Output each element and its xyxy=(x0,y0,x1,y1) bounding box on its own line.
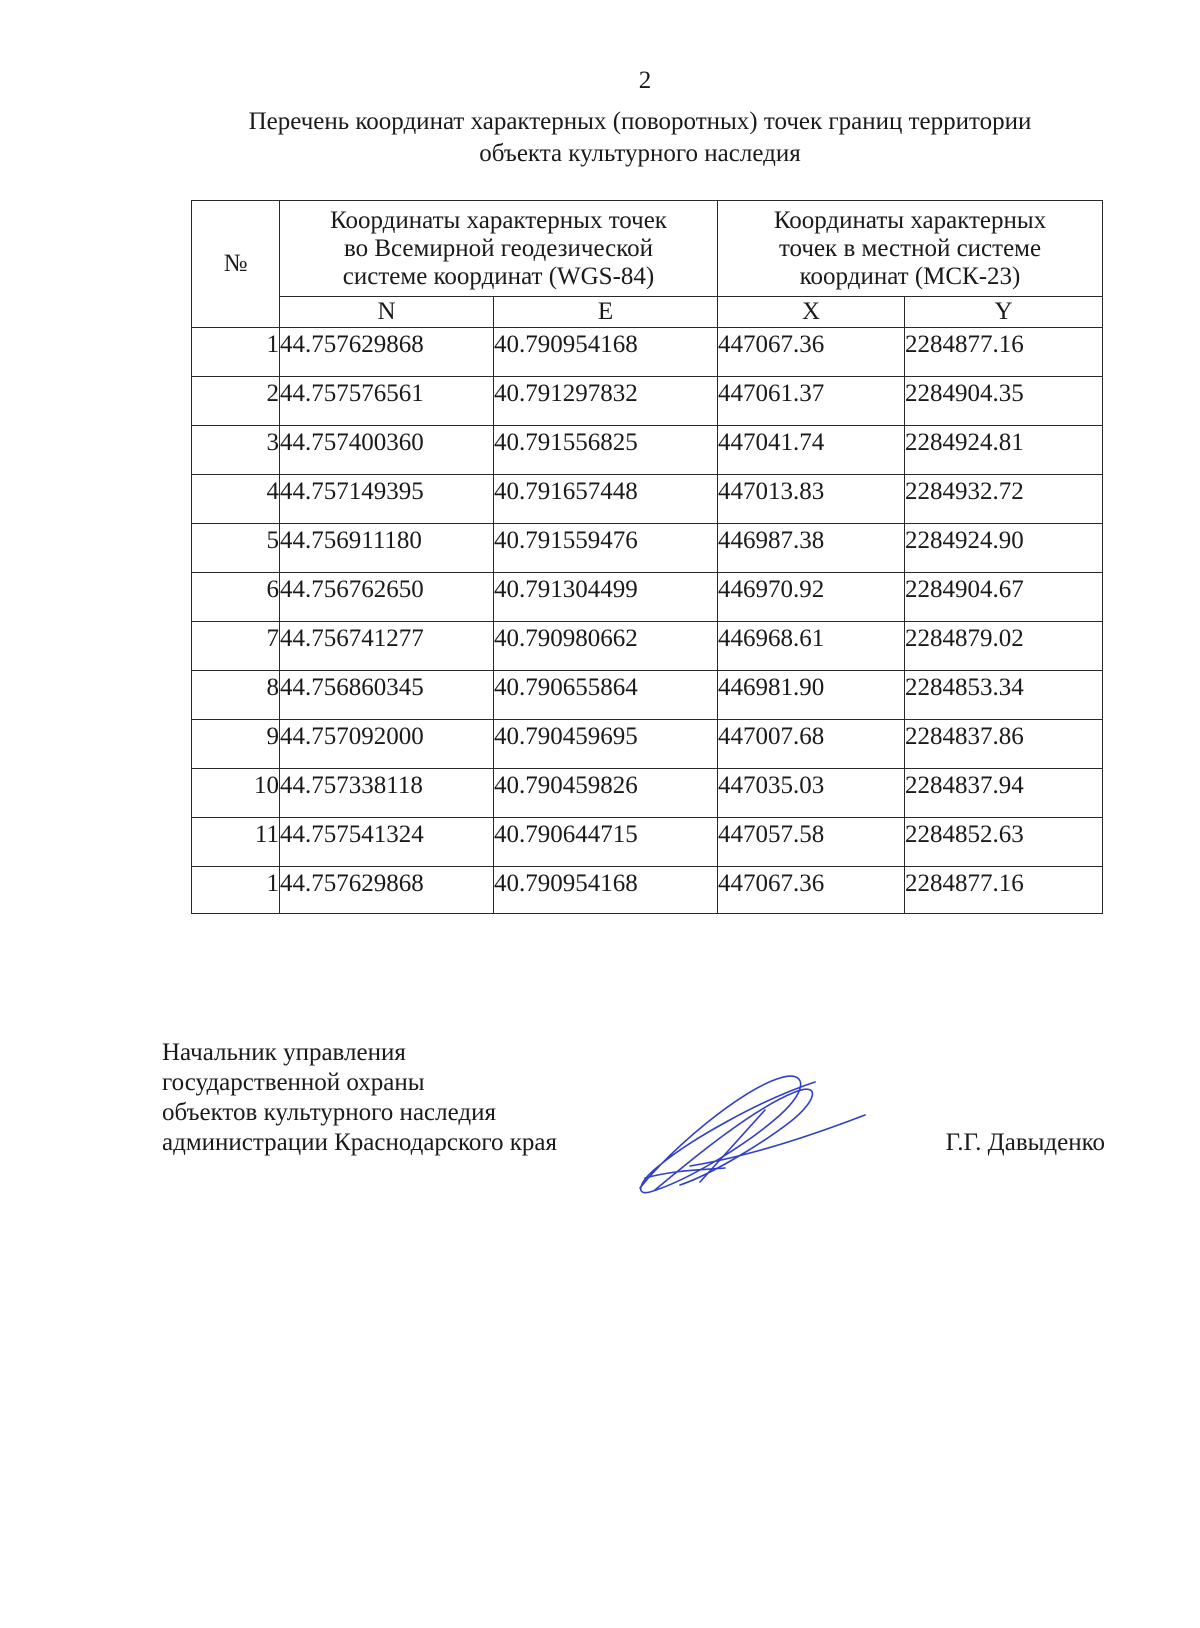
cell-x: 447057.58 xyxy=(718,818,905,867)
signer-position-line-4: администрации Краснодарского края xyxy=(162,1129,558,1156)
table-row xyxy=(192,573,1103,622)
coordinates-table xyxy=(191,200,1103,914)
cell-y: 2284837.86 xyxy=(905,720,1103,769)
header-wgs84-line-2: во Всемирной геодезической xyxy=(343,234,654,262)
cell-number: 1 xyxy=(192,328,280,377)
cell-x: 446981.90 xyxy=(718,671,905,720)
header-wgs84-group xyxy=(280,201,718,297)
table-row xyxy=(192,867,1103,914)
cell-number: 6 xyxy=(192,573,280,622)
cell-n: 44.756911180 xyxy=(280,524,494,573)
header-x: X xyxy=(718,297,905,328)
cell-y: 2284877.16 xyxy=(905,867,1103,914)
cell-x: 446970.92 xyxy=(718,573,905,622)
cell-n: 44.757092000 xyxy=(280,720,494,769)
page-number: 2 xyxy=(638,67,652,94)
cell-number: 10 xyxy=(192,769,280,818)
table-subheader-row xyxy=(192,297,1103,328)
cell-x: 446987.38 xyxy=(718,524,905,573)
cell-y: 2284904.35 xyxy=(905,377,1103,426)
cell-x: 447067.36 xyxy=(718,867,905,914)
cell-e: 40.791559476 xyxy=(494,524,718,573)
cell-n: 44.756860345 xyxy=(280,671,494,720)
cell-number: 4 xyxy=(192,475,280,524)
cell-number: 8 xyxy=(192,671,280,720)
handwritten-signature xyxy=(630,1070,870,1200)
signer-position-line-1: Начальник управления xyxy=(162,1039,406,1066)
cell-e: 40.791304499 xyxy=(494,573,718,622)
header-wgs84-line-3: системе координат (WGS-84) xyxy=(342,262,655,290)
cell-e: 40.790980662 xyxy=(494,622,718,671)
cell-y: 2284852.63 xyxy=(905,818,1103,867)
header-number: № xyxy=(192,201,280,328)
cell-y: 2284924.90 xyxy=(905,524,1103,573)
header-msk23-group xyxy=(718,201,1103,297)
cell-n: 44.757629868 xyxy=(280,328,494,377)
table-row xyxy=(192,720,1103,769)
document-title-line-2: объекта культурного наследия xyxy=(479,140,801,167)
cell-e: 40.791556825 xyxy=(494,426,718,475)
cell-x: 447061.37 xyxy=(718,377,905,426)
cell-y: 2284879.02 xyxy=(905,622,1103,671)
header-msk23-line-1: Координаты характерных xyxy=(773,206,1047,234)
cell-x: 447041.74 xyxy=(718,426,905,475)
header-msk23-line-3: координат (МСК-23) xyxy=(799,262,1021,290)
header-y: Y xyxy=(905,297,1103,328)
cell-number: 1 xyxy=(192,867,280,914)
cell-x: 447067.36 xyxy=(718,328,905,377)
table-row xyxy=(192,622,1103,671)
table-row xyxy=(192,426,1103,475)
table-header-row xyxy=(192,201,1103,297)
table-row xyxy=(192,818,1103,867)
cell-y: 2284837.94 xyxy=(905,769,1103,818)
cell-x: 447013.83 xyxy=(718,475,905,524)
cell-y: 2284932.72 xyxy=(905,475,1103,524)
header-wgs84-line-1: Координаты характерных точек xyxy=(330,206,667,234)
cell-n: 44.757576561 xyxy=(280,377,494,426)
cell-y: 2284853.34 xyxy=(905,671,1103,720)
cell-e: 40.791657448 xyxy=(494,475,718,524)
header-msk23-line-2: точек в местной системе xyxy=(778,234,1042,262)
document-title xyxy=(160,106,1120,170)
cell-number: 2 xyxy=(192,377,280,426)
table-row xyxy=(192,328,1103,377)
cell-y: 2284924.81 xyxy=(905,426,1103,475)
cell-x: 447035.03 xyxy=(718,769,905,818)
cell-e: 40.790459826 xyxy=(494,769,718,818)
cell-n: 44.756762650 xyxy=(280,573,494,622)
cell-number: 9 xyxy=(192,720,280,769)
signer-position-line-2: государственной охраны xyxy=(162,1069,425,1096)
cell-n: 44.756741277 xyxy=(280,622,494,671)
document-title-line-1: Перечень координат характерных (поворотных) точек границ территории xyxy=(248,108,1032,135)
cell-e: 40.790655864 xyxy=(494,671,718,720)
header-n: N xyxy=(280,297,494,328)
cell-number: 11 xyxy=(192,818,280,867)
cell-y: 2284877.16 xyxy=(905,328,1103,377)
cell-e: 40.790954168 xyxy=(494,328,718,377)
cell-number: 5 xyxy=(192,524,280,573)
cell-n: 44.757629868 xyxy=(280,867,494,914)
table-row xyxy=(192,377,1103,426)
table-row xyxy=(192,671,1103,720)
cell-e: 40.791297832 xyxy=(494,377,718,426)
cell-e: 40.790459695 xyxy=(494,720,718,769)
signer-position-line-3: объектов культурного наследия xyxy=(162,1099,496,1126)
cell-n: 44.757400360 xyxy=(280,426,494,475)
cell-number: 3 xyxy=(192,426,280,475)
table-row xyxy=(192,524,1103,573)
cell-e: 40.790644715 xyxy=(494,818,718,867)
cell-n: 44.757338118 xyxy=(280,769,494,818)
cell-n: 44.757149395 xyxy=(280,475,494,524)
cell-n: 44.757541324 xyxy=(280,818,494,867)
cell-x: 447007.68 xyxy=(718,720,905,769)
cell-e: 40.790954168 xyxy=(494,867,718,914)
cell-y: 2284904.67 xyxy=(905,573,1103,622)
signer-position xyxy=(162,1038,557,1158)
signer-name: Г.Г. Давыденко xyxy=(945,1129,1105,1156)
header-e: E xyxy=(494,297,718,328)
cell-x: 446968.61 xyxy=(718,622,905,671)
table-row xyxy=(192,475,1103,524)
table-row xyxy=(192,769,1103,818)
cell-number: 7 xyxy=(192,622,280,671)
